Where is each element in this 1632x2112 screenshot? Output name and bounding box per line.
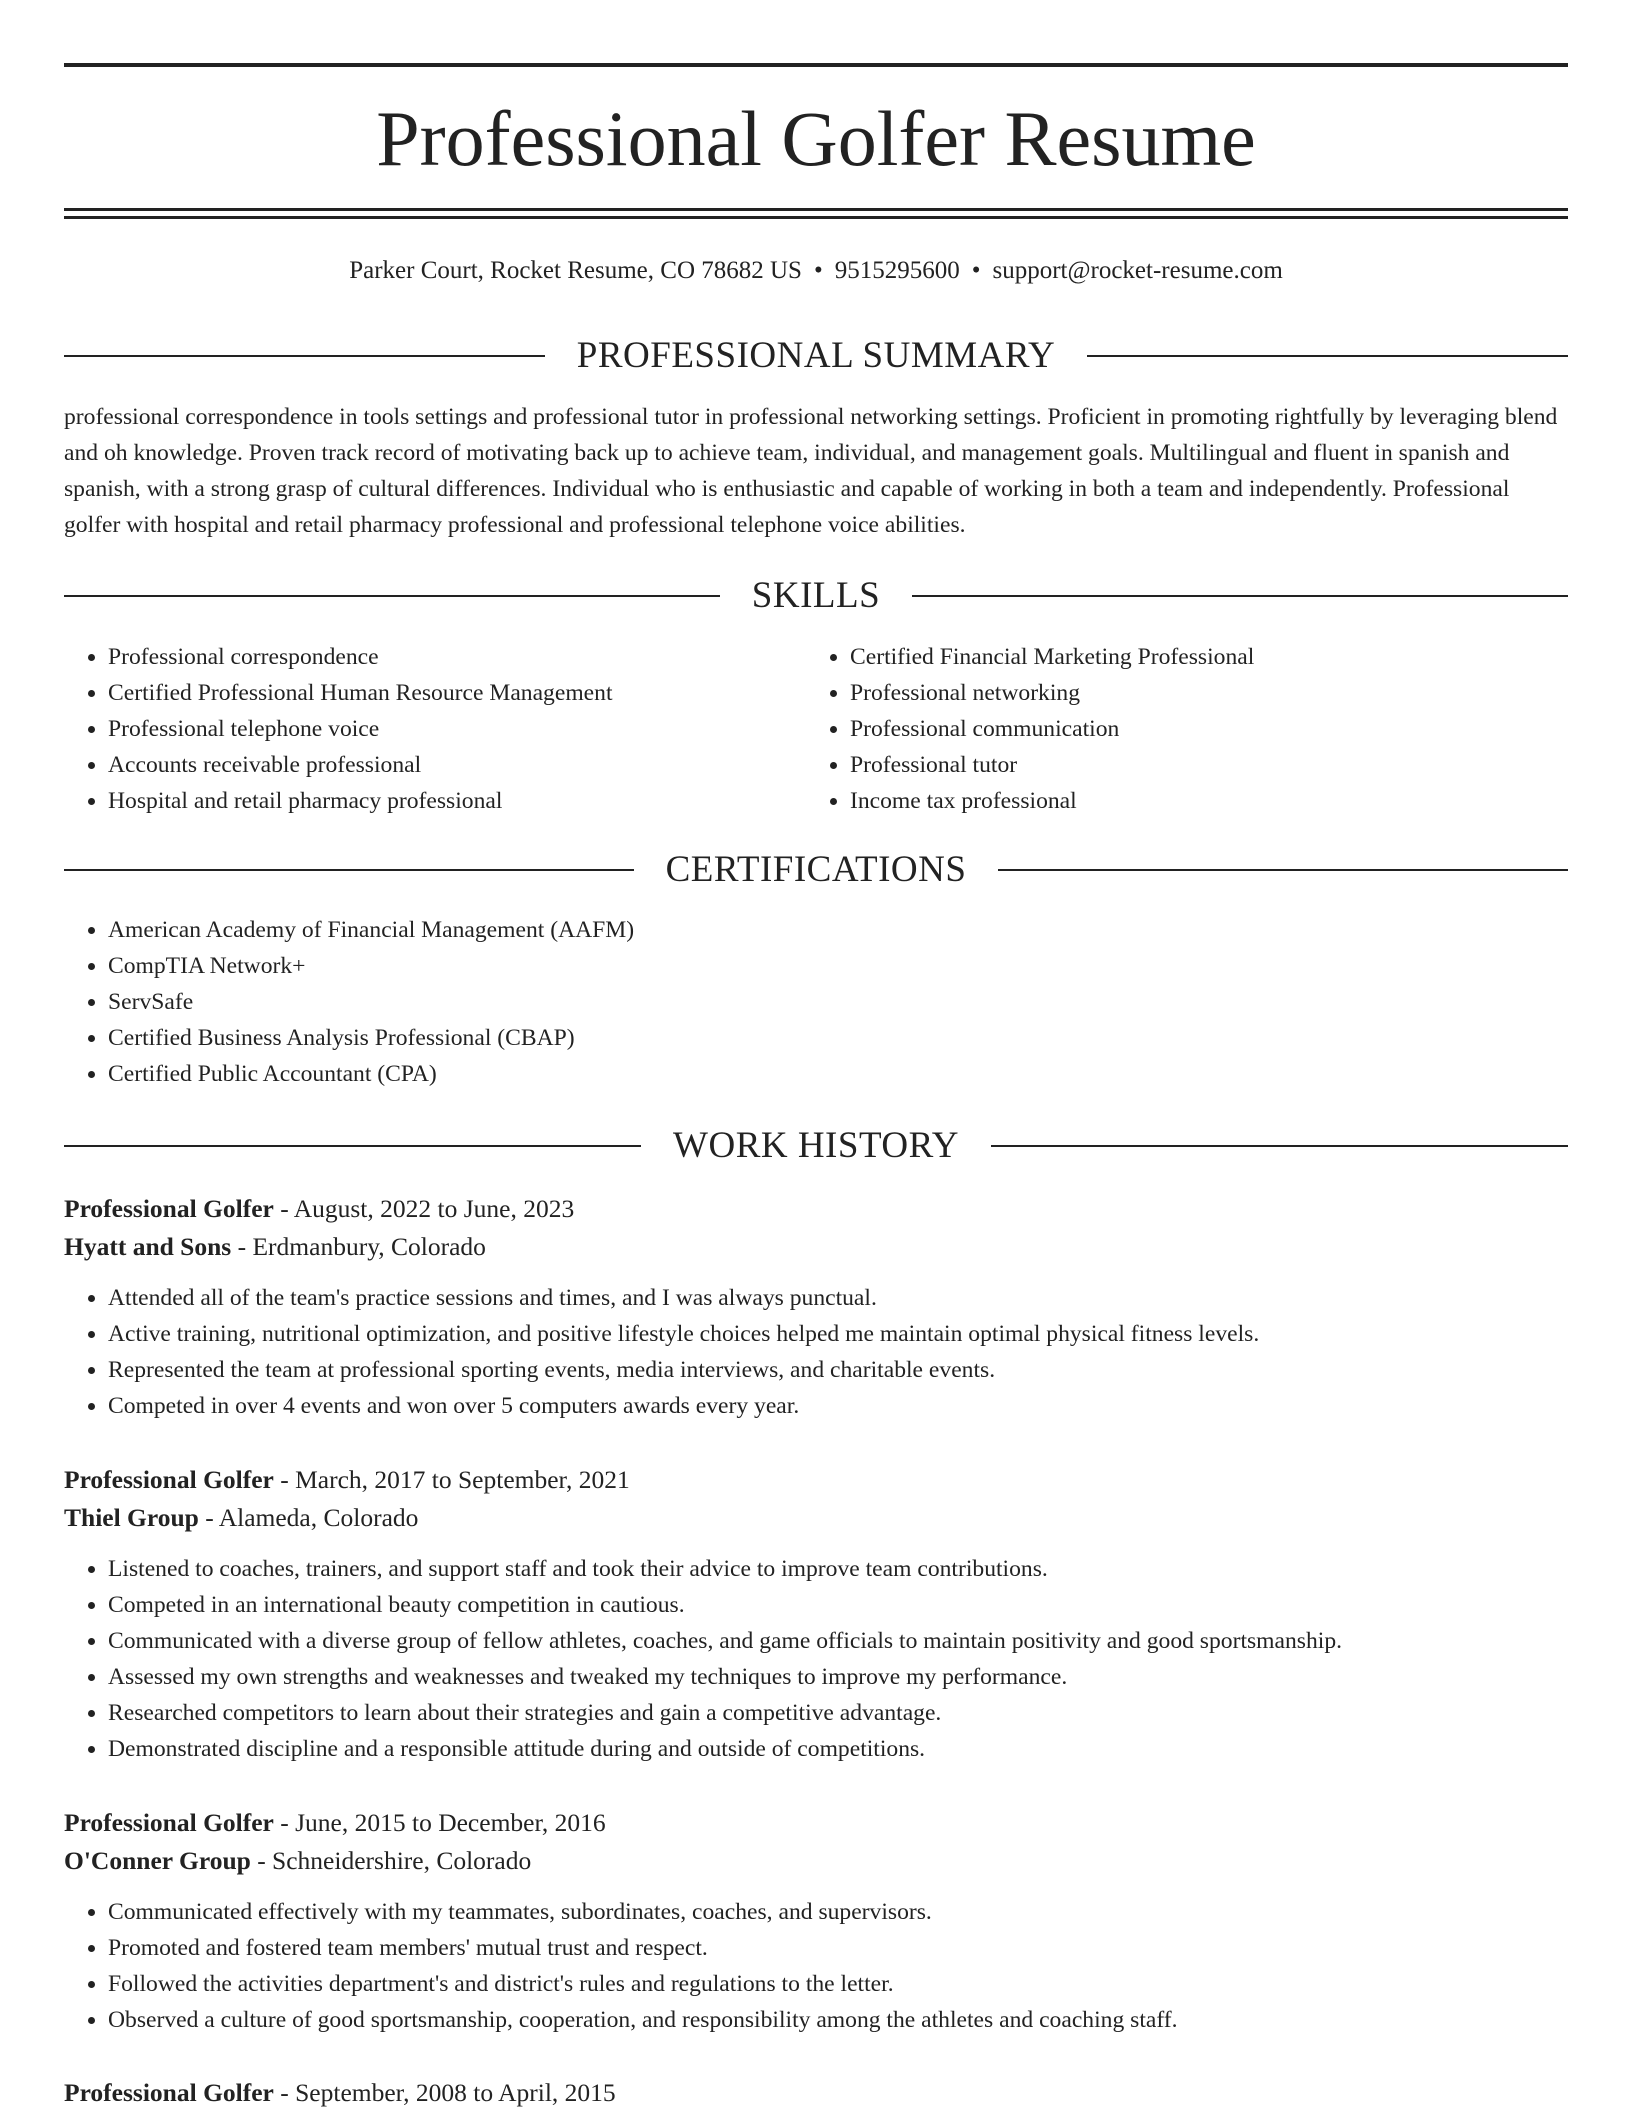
job-dates: - August, 2022 to June, 2023 [273, 1194, 575, 1223]
job-entry [64, 2074, 1568, 2112]
job-role-line [64, 2074, 1568, 2112]
heading-rule-right [912, 595, 1568, 597]
certifications-heading-label: CERTIFICATIONS [665, 849, 967, 890]
job-role: Professional Golfer [64, 2078, 274, 2107]
skill-item: • Certified Professional Human Resource Management [108, 675, 806, 711]
work-history-heading-label: WORK HISTORY [673, 1125, 959, 1166]
job-dates: - June, 2015 to December, 2016 [273, 1808, 606, 1837]
job-company-line [64, 1499, 1568, 1537]
certification-item: • Certified Public Accountant (CPA) [108, 1056, 1568, 1092]
job-role: Professional Golfer [64, 1808, 274, 1837]
certification-item: • Certified Business Analysis Professional (CBAP) [108, 1020, 1568, 1056]
job-bullet: • Competed in over 4 events and won over 5 computers awards every year. [108, 1388, 1568, 1424]
job-entry [64, 1804, 1568, 2038]
skill-item: • Accounts receivable professional [108, 747, 806, 783]
heading-rule-right [1087, 355, 1568, 357]
certification-item: • ServSafe [108, 984, 1568, 1020]
job-role-line [64, 1190, 1568, 1228]
job-company-line [64, 1228, 1568, 1266]
job-bullet: • Listened to coaches, trainers, and support staff and took their advice to improve team contributions. [108, 1551, 1568, 1587]
heading-rule-left [64, 595, 720, 597]
skills-column-left [64, 639, 806, 819]
job-bullet: • Communicated effectively with my teammates, subordinates, coaches, and supervisors. [108, 1894, 1568, 1930]
job-bullet: • Assessed my own strengths and weaknesses and tweaked my techniques to improve my performance. [108, 1659, 1568, 1695]
job-bullet: • Attended all of the team's practice sessions and times, and I was always punctual. [108, 1280, 1568, 1316]
job-company: O'Conner Group [64, 1846, 251, 1875]
summary-heading-label: PROFESSIONAL SUMMARY [576, 335, 1056, 376]
job-entry [64, 1190, 1568, 1424]
certifications-heading [64, 847, 1568, 893]
job-bullet: • Communicated with a diverse group of fellow athletes, coaches, and game officials to maintain positivity and good sportsmanship. [108, 1623, 1568, 1659]
job-bullet: • Represented the team at professional sporting events, media interviews, and charitable events. [108, 1352, 1568, 1388]
job-location: - Schneidershire, Colorado [250, 1846, 532, 1875]
heading-rule-left [64, 869, 634, 871]
job-dates: - March, 2017 to September, 2021 [273, 1465, 630, 1494]
job-bullet: • Active training, nutritional optimization, and positive lifestyle choices helped me maintain optimal physical fitness levels. [108, 1316, 1568, 1352]
job-location: - Erdmanbury, Colorado [231, 1232, 486, 1261]
skill-item: • Income tax professional [850, 783, 1568, 819]
summary-heading [64, 333, 1568, 379]
job-company: Thiel Group [64, 1503, 199, 1532]
certifications-list [64, 912, 1568, 1092]
heading-rule-left [64, 355, 545, 357]
page-title: Professional Golfer Resume [376, 95, 1256, 182]
job-bullet: • Followed the activities department's and district's rules and regulations to the letter. [108, 1966, 1568, 2002]
job-bullet: • Researched competitors to learn about their strategies and gain a competitive advantage. [108, 1695, 1568, 1731]
contact-phone: 9515295600 [834, 257, 960, 284]
contact-email: support@rocket-resume.com [992, 257, 1283, 284]
skills-column-right [806, 639, 1568, 819]
summary-text: professional correspondence in tools settings and professional tutor in professional networking settings. Proficient in promoting rightfully by leveraging blend and oh knowledge. Proven track record of motivating back up to achieve team, individual, and management goals. Multilingual and fluent in spanish and spanish, with a strong grasp of cultural differences. Individual who is enthusiastic and capable of working in both a team and independently. Professional golfer with hospital and retail pharmacy professional and professional telephone voice abilities. [64, 404, 1558, 538]
job-company: Hyatt and Sons [64, 1232, 232, 1261]
job-dates: - September, 2008 to April, 2015 [273, 2078, 616, 2107]
skill-item: • Professional networking [850, 675, 1568, 711]
contact-line [64, 254, 1568, 288]
job-bullet: • Promoted and fostered team members' mutual trust and respect. [108, 1930, 1568, 1966]
job-role-line [64, 1461, 1568, 1499]
job-bullet: • Demonstrated discipline and a responsible attitude during and outside of competitions. [108, 1731, 1568, 1767]
job-company-line [64, 1842, 1568, 1880]
contact-address: Parker Court, Rocket Resume, CO 78682 US [349, 257, 802, 284]
job-role: Professional Golfer [64, 1194, 274, 1223]
heading-rule-right [991, 1145, 1568, 1147]
work-history-heading [64, 1123, 1568, 1169]
skill-item: • Professional telephone voice [108, 711, 806, 747]
skill-item: • Professional correspondence [108, 639, 806, 675]
skill-item: • Certified Financial Marketing Professional [850, 639, 1568, 675]
title-rule-lower [64, 216, 1568, 219]
contact-separator: • [813, 257, 823, 284]
skill-item: • Hospital and retail pharmacy professional [108, 783, 806, 819]
heading-rule-left [64, 1145, 641, 1147]
job-bullet: • Observed a culture of good sportsmanship, cooperation, and responsibility among the athletes and coaching staff. [108, 2002, 1568, 2038]
contact-separator: • [971, 257, 981, 284]
skill-item: • Professional tutor [850, 747, 1568, 783]
skills-heading-label: SKILLS [751, 575, 881, 616]
skills-heading [64, 573, 1568, 619]
certification-item: • CompTIA Network+ [108, 948, 1568, 984]
job-location: - Alameda, Colorado [198, 1503, 419, 1532]
job-entry [64, 1461, 1568, 1767]
skill-item: • Professional communication [850, 711, 1568, 747]
heading-rule-right [998, 869, 1568, 871]
job-role-line [64, 1804, 1568, 1842]
job-role: Professional Golfer [64, 1465, 274, 1494]
top-rule [64, 63, 1568, 67]
certification-item: • American Academy of Financial Management (AAFM) [108, 912, 1568, 948]
title-rule-upper [64, 208, 1568, 211]
job-bullet: • Competed in an international beauty competition in cautious. [108, 1587, 1568, 1623]
